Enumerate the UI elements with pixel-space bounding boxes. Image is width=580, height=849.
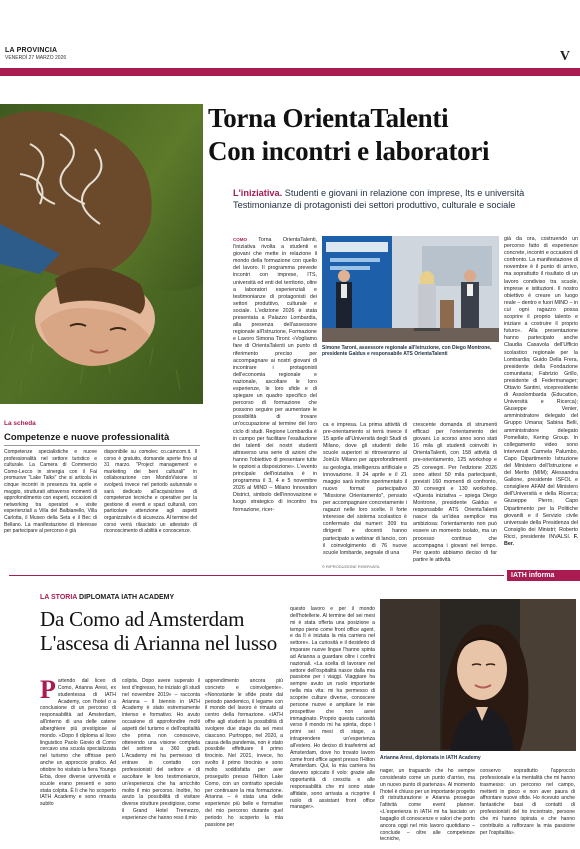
dateline: COMO <box>233 237 247 242</box>
story-column-6: conservo soprattutto l'approccio professionale e la mentalità che mi hanno trasmesso: un percorso nel campo, metterti in gioco e non aver paura di affrontare nuove sfide. Ho ricevuto anche fantastiche basi di contatti di professionisti del tio incontrato, persone che mi hanno ispirata e che hanno contribuito a rafforzare la mia passione per l'ospitalità». <box>480 768 575 836</box>
article-byline: F. Ber. <box>504 533 578 548</box>
sidebar-column-1: Competenze specialistiche e nuove professionalità nel settore turistico e culturale. La Camera di Commercio Como-Lecco in sinergia con il Fai promuove "Lake Talks" che si articola in cinque incontri in presenza tra aprile e maggio, strutturati attraverso momenti di approfondimento con esperti, occasioni di networking tra operatori e visite esperienziali a Villa del Balbianello, Villa Carlotta, il Museo della Seta e il Bec di Bellano. La manifestazione di interesse per partecipare al percorso è già <box>4 449 97 535</box>
masthead <box>0 0 580 66</box>
student-lying-on-grass-image <box>0 104 203 404</box>
iath-informa-banner: IATH informa <box>507 570 580 581</box>
headline-line-2: Con incontri e laboratori <box>208 136 490 166</box>
sidebar-label: La scheda <box>4 420 36 427</box>
subhead-kicker: L'iniziativa. <box>233 188 283 198</box>
story-column-1-text: artendo dal liceo di Como, Arianna Aresi, ex studentessa di IATH Academy, con l'hotel o a conclusione di un percorso di responsabilità ad Amsterdam, all'interno di una delle catene alberghiere più prestigiose al mondo. «Dopo il diploma al liceo linguistico Paolo Giovio di Como cercavo una scuola specializzata nel turismo che offrisse però anche un approccio pratico. Ad ottobre ho visitato la fiera Youngs Erba, dove diverse università e scuole erano presenti e sono stata colpita. È lì che ho scoperto IATH Academy e sono rimasta subito <box>40 678 116 808</box>
article-column-1 <box>233 236 317 514</box>
article-column-3: crescente domanda di strumenti efficaci per l'orientamento dei giovani. Lo scorso anno sono stati 16 mila gli studenti coinvolti in OrientaTalenti, con 158 attività di pre-orientamento, 125 workshop e 25 convegni. Per l'edizione 2026 sono attesi 50 mila partecipanti, previsti 160 momenti di confronto, 30 convegni e 130 workshop. «Questa iniziativa – spiega Diego Montrone, presidente Galdus e responsabile ATS OrientaTalenti nasce da un'idea semplice ma ambiziosa: l'orientamento non può essere un momento isolato, ma un processo continuo che accompagna i giovani nel tempo. Per questo abbiamo deciso di far partire le attività <box>413 422 497 563</box>
arianna-portrait-image <box>380 599 576 751</box>
press-conference-image <box>322 236 499 342</box>
story-column-4: questo lavoro e per il mondo dell'hotellerie. Al termine del sei mesi mi è stata offerta una posizione a tempo pieno come front office agent, e da lì è iniziata la mia carriera nel settore». La curiosità e il desiderio di imparare nuove lingue l'hanno spinta ad Arianna a guardare oltre i confini nazionali. «La scelta di lavorare nel settore dell'ospitalità nasce dalla mia passione per i viaggi. Viaggiare ha sempre avuto un ruolo importante nella mia vita: mi ha permesso di scoprire culture diverse, conoscere persone nuove e ampliare le mie prospettive che non avrei immaginato. Proprio questa curiosità verso il mondo mi ha spinta, dopo i primi sei mesi di stage, a intraprendere un'esperienza all'estero. Ho deciso di trasferirmi ad Amsterdam, dove ho trovato lavoro come front office agent presso l'Hilton Amsterdam. Qui, la mia carriera ha davvero spiccato il volo: grazie alle opportunità di crescita e alle responsabilità che mi sono state affidate, sono arrivata a ricoprire il ruolo di assistant front office manager». <box>290 606 375 811</box>
presentation-photo-caption: Simone Taroni, assessore regionale all'Istruzione, con Diego Montrone, presidente Galdus e responsabile ATS OrientaTalenti <box>322 345 492 358</box>
issue-date: VENERDÌ 27 MARZO 2026 <box>5 55 67 61</box>
story-column-5: nager, un traguardo che ho sempre considerato come un punto d'arrivo, ma un nuovo punto di partenza». Al momento l'hotel è chiuso per un importante progetto di ristrutturazione e Arianna prosegue l'attività come event planner. «L'esperienza in IATH mi ha lasciato un bagaglio di conoscenze e valori che porto ancora oggi nel mio lavoro quotidiano – conclude – oltre alle competenze tecniche, <box>380 768 475 843</box>
presentation-photo <box>322 236 499 342</box>
sidebar-column-2: disponibile su comolec co.camcom.it. Il corso è gratuito, domande aperte fino al 31 marzo. "Project management e marketing dei beni culturali" in collaborazione con MondoVisione si svolgerà invece nel periodo autunnale e sarà dedicato all'acquisizione di competenze tecniche e operative per la gestione di eventi e spazi culturali, con particolare attenzione agli aspetti organizzativi e di sicurezza. Al termine del corso verrà rilasciato un attestato di riconoscimento di abilità e conoscenze. <box>104 449 197 535</box>
headline-line-1: Torna OrientaTalenti <box>208 103 449 133</box>
section-color-bar <box>0 68 580 76</box>
story-title-line-1: Da Como ad Amsterdam <box>40 607 245 631</box>
sidebar-title: Competenze e nuove professionalità <box>4 432 170 443</box>
newspaper-name: LA PROVINCIA <box>5 47 58 54</box>
section-letter: V <box>559 49 570 64</box>
student-photo <box>0 104 203 404</box>
article-column-4 <box>504 236 578 548</box>
story-tag: LA STORIA <box>40 594 78 601</box>
arianna-photo <box>380 599 576 751</box>
article-column-1-text: Torna OrientaTalenti, l'iniziativa rivolta a studenti e giovani che mette in relazione il mondo della formazione con quello del lavoro. Il programma prevede incontri con imprese, ITS, università ed enti del territorio, oltre a laboratori esperienziali e testimonianze di protagonisti dei settori produttivo, culturale e sociale. L'edizione 2026 è stata presentata a Palazzo Lombardia, alla presenza dell'assessore regionale all'Istruzione, Formazione e Lavoro Simona Tironi: «Vogliamo fare di OrientaTalenti un punto di riferimento preciso per accompagnare ai nostri giovani di incontrare i protagonisti dell'economia regionale e nazionale, ascoltare le loro esperienze, le loro sfide e di spiegare un quadro specifico del percorso di formazione che possono seguire per aumentare le possibilità di trovare un'occupazione al termine del loro ciclo di studi. Regione Lombardia è in campo per facilitare l'esaltazione dei talenti dei nostri studenti attraverso una serie di azioni che hanno l'obiettivo di presentare tutte le opzioni a disposizione». L'evento principale dell'iniziativa è in programma il 3, 4 e 5 novembre 2026 al MIND – Milano Innovation District, simbolo dell'innovazione e luogo strategico di incontro tra formazione, ricer- <box>233 237 317 513</box>
arianna-photo-caption: Arianna Aresi, diplomata in IATH Academy <box>380 755 481 761</box>
copyright-notice: © RIPRODUZIONE RISERVATA <box>322 564 380 569</box>
story-dropcap: P <box>40 675 56 704</box>
story-title-line-2: L'ascesa di Arianna nel lusso <box>40 631 278 655</box>
story-column-2: colpita. Dopo avere superato il test d'ingresso, ho iniziato gli studi nel novembre 2019» – racconta Arianna – Il biennio in IATH Academy è stato estremamente intenso e formativo. Ho avuto occasione di approfondire molti aspetti del turismo e dell'ospitalità che prima non conoscevo, ottenendo una visione completa del settore a 360 gradi. L'Academy mi ha permesso di entrare in contatto con professionisti del settore e di ascoltare le loro testimonianze, un'esperienza che ha arricchito molto il mio percorso. Inoltre, ho avuto la possibilità di visitare diverse strutture prestigiose, come il Grand Hotel Tremezzo, esperienze che hanno reso il mio <box>122 678 200 821</box>
article-column-4-text: già da ora, costruendo un percorso fatto di esperienze concrete, incontri e occasioni di confronto. La manifestazione di novembre è il punto di arrivo, ma soprattutto il risultato di un lavoro condiviso tra scuole, imprese e istituzioni. Il nostro obiettivo è creare un luogo reale – dentro e fuori MIND – in cui ogni ragazzo possa scoprire il proprio talento e iniziare a costruire il proprio futuro». Alla presentazione hanno partecipato anche Claudia Casavola dell'Ufficio scolastico regionale per la Lombardia; Guido Della Frera, presidente della Fondazione comunitaria; Fabrizio Grillo, presidente di Federmanager; Ottavio Santini, vicepresidente di Assolombarda (Education, Università e Ricerca); Giuseppe Venier, amministratore delegato del Gruppo Umana; Sabina Belli, amministratore delegato Pomellato, Kering Group. In collegamento video sono intervenuti Carmela Palumbo, Capo Dipartimento Istruzione del Ministero dell'Istruzione e del Merito (MIM); Alessandra Gallone, presidente ISFOL e consigliere AFAM del Ministero dell'Università e della Ricerca; Giuseppe Pierro, Capo Dipartimento per la Politiche giovanili e il Servizio civile universale della Presidenza del Consiglio dei Ministri; Roberto Ricci, presidente INVALSI. <box>504 236 578 540</box>
subhead-text: Studenti e giovani in relazione con imprese, Its e università Testimonianze di protagonisti dei settori produttivo, culturale e sociale <box>233 188 525 210</box>
story-kicker-text: DIPLOMATA IATH ACADEMY <box>77 594 175 601</box>
article-subhead <box>233 187 578 211</box>
story-column-1 <box>40 675 116 808</box>
iath-divider <box>9 575 504 576</box>
story-column-3: apprendimento ancora più concreto e coinvolgente». «Nonostante le sfide poste dal periodo pandemico, il legame con il mondo del lavoro è rimasto al centro della formazione. «IATH offre agli studenti la possibilità di svolgere due stage da sei mesi ciascuno. Purtroppo, nel 2020, a causa della pandemia, non è stato possibile effettuare il primo tirocinio. Nel 2021, invece, ho svolto il primo tirocinio e sono molto soddisfatta per aver proseguito presso l'Hilton Lake Como, con un contratto speciale per continuare la mia formazione. Arianna – è stata una delle esperienze più belle e formative del mio percorso durante quel periodo ho scoperto la mia passione per <box>205 678 283 828</box>
sidebar-divider <box>4 445 200 446</box>
article-headline <box>208 102 578 168</box>
story-kicker <box>40 594 174 601</box>
article-column-2: ca e impresa. La prima attività di pre-orientamento si terrà invece il 15 aprile all'Università degli Studi di Milano, dove gli studenti delle scuole superiori si ritroveranno al JoinUs Milano per approfondimenti su geologia, intelligenza artificiale e innovazione. Il 24 aprile e il 21 maggio sarà inoltre sperimentato il nuovo format partecipativo "Missione Orientamento", pensato per accompagnare concretamente i ragazzi nelle loro scelte. Il forte interesse del sistema scolastico è confermato dai numeri: 309 tra dirigenti e docenti hanno partecipato a webinar di lancio, con il coinvolgimento di 76 nuove scuole lombarde, segnale di una <box>323 422 407 556</box>
